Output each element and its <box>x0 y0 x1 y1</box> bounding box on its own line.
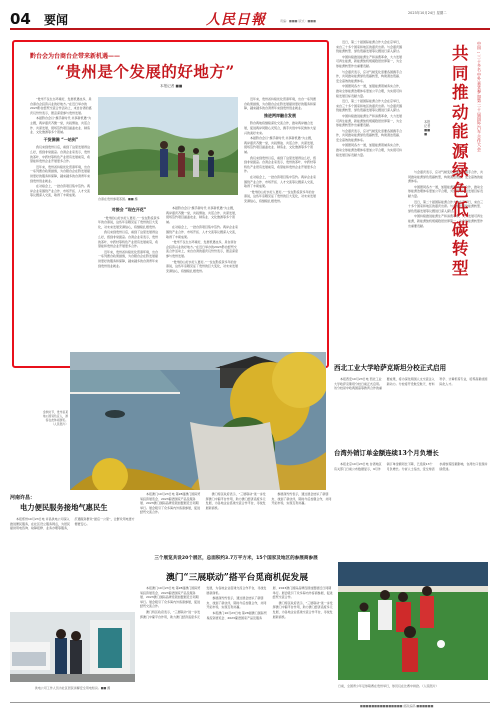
sports-photo <box>338 562 488 680</box>
macau-paragraph: 参展商纷纷表示，通过展会结识了新朋友、找到了新伙伴，期待今后加强合作，共同开拓市场，实现互利共赢。 <box>206 596 267 610</box>
energy-byline: 本报记者 ■■■ <box>424 120 431 136</box>
power-service-photo <box>10 612 135 682</box>
feature-paragraph: 近年来，贵州省持续优化营商环境，出台一系列惠台政策措施，为台胞台企在黔发展提供更好的服务和保障，越来越多的台湾青年来到贵州创业就业。 <box>244 97 316 111</box>
news-title: 台湾外销订单金额连续13个月负增长 <box>334 449 439 457</box>
masthead-logo: 人民日報 <box>206 12 266 28</box>
news-body: 本报北京10月23日电 台湾地区有关部门日前公布数据显示，9月外销订单金额同比下降，已连续13个月负增长。分析人士指出，受全球需求疲软等因素影响，台湾出口表现持续低迷。 <box>334 462 488 471</box>
macau-title: 澳门“三展联动”搭平台觅商机促发展 <box>165 573 309 583</box>
feature-article <box>12 40 329 368</box>
energy-paragraph: 与会嘉宾表示，应对气候变化需要各国携手合作，共同推动能源绿色低碳转型，构建清洁低碳、安全高效的能源体系。 <box>408 170 484 184</box>
feature-subhead: 对接会 “现在开花” <box>111 207 147 212</box>
henan-article <box>10 494 135 704</box>
energy-paragraph: 中国持续推进能源生产和消费革命，大力发展可再生能源，新能源装机规模稳居世界第一，为全球能源转型作出重要贡献。 <box>336 54 403 68</box>
feature-paragraph: “贵州的山好水好人更好。”一位在黔投资多年的台商说，这些年亲眼见证了贵州的巨大变化，对未来发展充满信心，将继续扎根贵州。 <box>244 189 316 203</box>
feature-paragraph: 本届黔台会以“携手新时代 共享新机遇”为主题，两岸嘉宾齐聚一堂，共叙情谊、共话合作、共谋发展，现场签约项目涵盖农业、制造业、文化旅游等多个领域。 <box>166 206 238 224</box>
macau-paragraph: 参展商纷纷表示，通过展会结识了新朋友、找到了新伙伴，期待今后加强合作，共同开拓市场，实现互利共赢。 <box>271 492 332 506</box>
feature-paragraph: “贵州不仅生态环境好，发展机遇也多，是台商台企投资兴业的好地方。”在近日举办的2023黔台经贸交流合作活动上，来自台湾的嘉宾们纷纷表示，愿意深度参与贵州发展。 <box>30 97 92 115</box>
energy-paragraph: 中国愿同各方一道，加强能源领域务实合作，推动全球能源治理体系更加公平合理，为实现可持续发展目标贡献力量。 <box>336 143 403 157</box>
energy-title: 共同推动能源绿色低碳转型 <box>452 44 469 278</box>
henan-photo-caption: 供电公司工作人员为社区居民讲解安全用电知识。■■ 摄 <box>34 686 111 690</box>
energy-paragraph: 中国持续推进能源生产和消费革命，大力发展可再生能源，新能源装机规模稳居世界第一，为全球能源转型作出重要贡献。 <box>336 113 403 128</box>
energy-paragraph: 与会嘉宾表示，应对气候变化需要各国携手合作，共同推动能源绿色低碳转型，构建清洁低碳、安全高效的能源体系。 <box>336 69 403 83</box>
news-title: 西北工业大学哈萨克斯坦分校正式启用 <box>334 364 447 372</box>
feature-paragraph: “贵州的山好水好人更好。”一位在黔投资多年的台商说，这些年亲眼见证了贵州的巨大变化，对未来发展充满信心，将继续扎根贵州。 <box>98 215 160 229</box>
henan-title: 电力便民服务接地气惠民生 <box>20 503 108 512</box>
feature-paragraph: 我们来到贵州以后，看到了这里发展得这么好，感到非常振奋。台湾企业家表示，贵州的茶叶、中药材等特色产业很有发展前景，希望能和贵州企业开展更多合作。 <box>98 230 159 249</box>
energy-paragraph: 近日，第二十届国际能源合作大会在京举行，来自三十多个国家和地区的嘉宾出席。与会嘉宾围绕能源转型、绿色低碳发展等议题进行深入探讨。 <box>336 99 403 113</box>
feature-paragraph: 近年来，贵州省持续优化营商环境，出台一系列惠台政策措施，为台胞台企在黔发展提供更好的服务和保障，越来越多的台湾青年来到贵州创业就业。 <box>30 164 91 183</box>
feature-photo-caption: 台商在贵州参观茶园。■■ 摄 <box>98 197 138 201</box>
feature-paragraph: 在对接会上，一批台资项目集中签约。两岸企业家围绕产业合作、市场开拓、人才交流等议题深入交流，取得了丰硕成果。 <box>244 174 316 189</box>
macau-paragraph: 澳门特区政府表示，“三展联动”进一步发挥澳门中葡平台作用，助力澳门经济适度多元发展，为各地企业搭建交流合作平台，寻找发展新商机。 <box>140 586 267 619</box>
feature-paragraph: 黔台两地将继续深化交流合作，推动两岸融合发展，促进两岸同胞心灵契合，携手共创中华民族伟大复兴的美好未来。 <box>244 121 316 135</box>
henan-photo <box>10 612 135 682</box>
energy-kicker: 中国 -- 三十多名中外嘉宾参加第二十届国际汽车合作大会 <box>477 41 481 152</box>
feature-photo <box>98 97 238 195</box>
page-number: 04 <box>10 10 31 28</box>
feature-paragraph: 我们来到贵州以后，看到了这里发展得这么好，感到非常振奋。台湾企业家表示，贵州的茶叶、中药材等特色产业很有发展前景，希望能和贵州企业开展更多合作。 <box>244 155 316 174</box>
date-line: 2023年10月24日 星期二 <box>408 11 447 15</box>
feature-paragraph: “贵州不仅生态环境好，发展机遇也多，是台商台企投资兴业的好地方。”在近日举办的2023黔台经贸交流合作活动上，来自台湾的嘉宾们纷纷表示，愿意深度参与贵州发展。 <box>166 240 238 258</box>
autumn-park-photo <box>70 352 326 490</box>
macau-paragraph: 澳门特区政府表示，“三展联动”进一步发挥澳门中葡平台作用，助力澳门经济适度多元发展，为各地企业搭建交流合作平台，寻找发展新商机。 <box>205 492 266 510</box>
feature-title: “贵州是个发展的好地方” <box>56 62 235 81</box>
energy-paragraph: 中国持续推进能源生产和消费革命，大力发展可再生能源，新能源装机规模稳居世界第一，为全球能源转型作出重要贡献。 <box>408 214 484 228</box>
tea-garden-photo <box>98 97 238 195</box>
feature-paragraph: “贵州的山好水好人更好。”一位在黔投资多年的台商说，这些年亲眼见证了贵州的巨大变化，对未来发展充满信心，将继续扎根贵州。 <box>166 259 238 273</box>
energy-paragraph: 中国愿同各方一道，加强能源领域务实合作，推动全球能源治理体系更加公平合理，为实现可持续发展目标贡献力量。 <box>408 184 484 198</box>
news-item-university <box>334 362 488 444</box>
feature-body-col2 <box>98 206 160 356</box>
feature-paragraph: 本届黔台会以“携手新时代 共享新机遇”为主题，两岸嘉宾齐聚一堂，共叙情谊、共话合作、共谋发展，现场签约项目涵盖农业、制造业、文化旅游等多个领域。 <box>30 116 92 135</box>
feature-body-col3 <box>166 206 238 356</box>
sports-photo-caption: 日前，全国青少年足球联赛在贵州举行，球员们在比赛中拼抢。（人民图片） <box>338 684 439 688</box>
macau-body <box>140 586 334 704</box>
energy-article-body-2 <box>408 170 484 356</box>
football-match-photo <box>338 562 488 680</box>
feature-kicker: 黔台会为台商台企带来新机遇—— <box>30 53 121 60</box>
news-item-taiwan-orders <box>334 448 488 538</box>
editors-line: 责编：■■■ 版式：■■■ <box>280 19 316 23</box>
energy-paragraph: 与会嘉宾表示，应对气候变化需要各国携手合作，共同推动能源绿色低碳转型，构建清洁低碳、安全高效的能源体系。 <box>336 128 403 142</box>
feature-body-col4 <box>244 97 316 357</box>
macau-paragraph: 澳门特区政府表示，“三展联动”进一步发挥澳门中葡平台作用，助力澳门经济适度多元发展，为各地企业搭建交流合作平台，寻找发展新商机。 <box>272 600 333 619</box>
footer-rule <box>10 702 490 703</box>
park-photo <box>70 352 326 490</box>
macau-kicker: 三个展览共设20个展区，总面积约3.7万平方米，15个国家及地区的参展商参展 <box>154 556 318 561</box>
energy-paragraph: 中国愿同各方一道，加强能源领域务实合作，推动全球能源治理体系更加公平合理，为实现可持续发展目标贡献力量。 <box>336 84 403 98</box>
feature-paragraph: 在对接会上，一批台资项目集中签约。两岸企业家围绕产业合作、市场开拓、人才交流等议题深入交流，取得了丰硕成果。 <box>30 184 91 198</box>
macau-paragraph: 本报澳门10月23日电 第28届澳门国际贸易投资展览会、2023葡语国家产品及服务展、2023澳门国际品牌连锁加盟展近日同期举行。展会吸引了众多海内外客商参展，促进经贸交流合作。 <box>140 492 201 515</box>
feature-paragraph: 我们来到贵州以后，看到了这里发展得这么好，感到非常振奋。台湾企业家表示，贵州的茶叶、中药材等特色产业很有发展前景，希望能和贵州企业开展更多合作。 <box>30 145 91 164</box>
header-rule <box>10 28 490 30</box>
feature-paragraph: 本届黔台会以“携手新时代 共享新机遇”为主题，两岸嘉宾齐聚一堂，共叙情谊、共话合作、共谋发展，现场签约项目涵盖农业、制造业、文化旅游等多个领域。 <box>244 136 316 154</box>
park-photo-caption: 金秋时节，贵州省某地公园景色宜人，游客在此休闲游览。（人民图片） <box>42 410 68 426</box>
feature-subhead: 推进两岸融合发展 <box>264 112 296 118</box>
macau-body-top <box>140 492 332 550</box>
news-body: 本报西安10月23日电 西北工业大学哈萨克斯坦分校日前正式启用。该分校是中哈两国高等教育合作的重要成果，将为深化两国人文交流注入新动力。分校将开设航空航天、材料科学、计算机等专业，培养高素质国际化人才。 <box>334 377 488 391</box>
feature-paragraph: 在对接会上，一批台资项目集中签约。两岸企业家围绕产业合作、市场开拓、人才交流等议题深入交流，取得了丰硕成果。 <box>166 225 238 239</box>
energy-article-body <box>336 40 404 356</box>
macau-paragraph: 本报澳门10月23日电 第28届澳门国际贸易投资展览会、2023葡语国家产品及服务展、2023澳门国际品牌连锁加盟展近日同期举行。展会吸引了众多海内外客商参展，促进经贸交流合作。 <box>140 586 201 609</box>
footer-address: ■■■■■■■■■■■■■■■ 邮政编码 ■■■■■■ <box>360 704 434 708</box>
feature-byline: 本报记者 ■■ <box>160 84 183 88</box>
feature-subhead: 干货满满 “一站到” <box>43 136 79 142</box>
energy-paragraph: 近日，第二十届国际能源合作大会在京举行，来自三十多个国家和地区的嘉宾出席。与会嘉宾围绕能源转型、绿色低碳发展等议题进行深入探讨。 <box>408 199 484 213</box>
macau-paragraph: 本报澳门10月23日电 第28届澳门国际贸易投资展览会、2023葡语国家产品及服务展、2023澳门国际品牌连锁加盟展近日同期举行。展会吸引了众多海内外客商参展，促进经贸交流合作。 <box>206 586 333 620</box>
page-header <box>10 8 490 28</box>
henan-body: 本报郑州10月23日电 许昌供电公司深入推进便民服务，在社区设立服务网点，为居民提供用电咨询、故障报修、业务办理等服务，打通服务群众“最后一公里”，让群众用电更方便更安心。 <box>10 517 135 531</box>
henan-kicker: 河南许昌： <box>10 495 36 501</box>
feature-body-col1 <box>30 97 92 357</box>
energy-paragraph: 近日，第二十届国际能源合作大会在京举行，来自三十多个国家和地区的嘉宾出席。与会嘉宾围绕能源转型、绿色低碳发展等议题进行深入探讨。 <box>336 40 403 54</box>
feature-paragraph: 近年来，贵州省持续优化营商环境，出台一系列惠台政策措施，为台胞台企在黔发展提供更好的服务和保障，越来越多的台湾青年来到贵州创业就业。 <box>98 249 159 268</box>
section-name: 要闻 <box>44 13 69 27</box>
